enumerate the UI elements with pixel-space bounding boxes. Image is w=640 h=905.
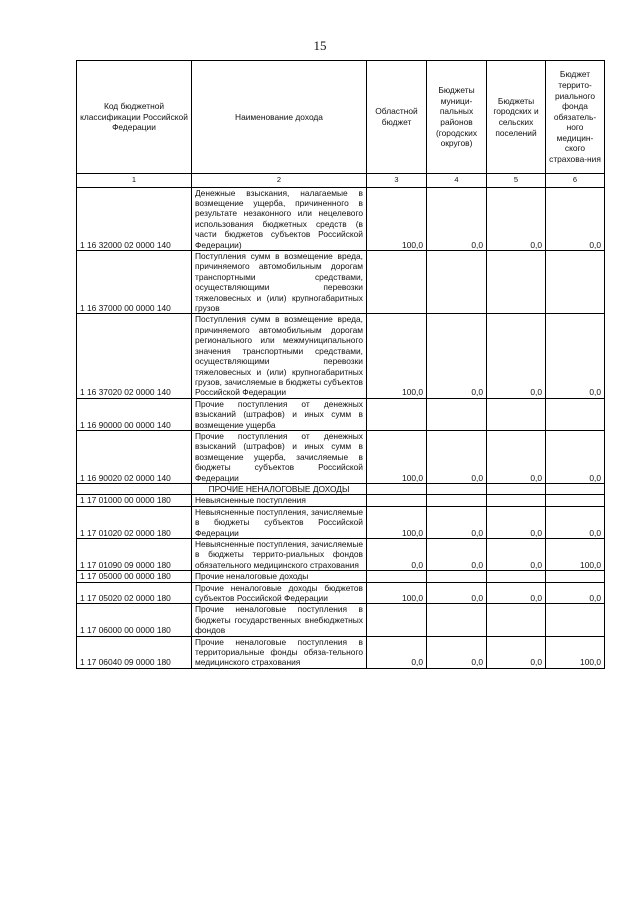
municipal-budget-value: 0,0: [427, 636, 487, 668]
settlement-budget-value: 0,0: [487, 539, 546, 571]
regional-budget-value: [367, 495, 427, 506]
regional-budget-value: 100,0: [367, 187, 427, 250]
municipal-budget-value: 0,0: [427, 582, 487, 604]
classification-code: 1 17 06040 09 0000 180: [77, 636, 192, 668]
page-number: 15: [313, 38, 327, 53]
classification-code: 1 17 05000 00 0000 180: [77, 571, 192, 582]
regional-budget-value: [367, 398, 427, 430]
settlement-budget-value: 0,0: [487, 636, 546, 668]
regional-budget-value: 100,0: [367, 430, 427, 483]
regional-budget-value: 0,0: [367, 636, 427, 668]
table-row: [77, 506, 605, 538]
classification-code: 1 16 90020 02 0000 140: [77, 430, 192, 483]
medical-fund-value: 100,0: [546, 636, 605, 668]
municipal-budget-value: 0,0: [427, 314, 487, 398]
classification-code: 1 16 32000 02 0000 140: [77, 187, 192, 250]
table-row: [77, 398, 605, 430]
municipal-budget-value: [427, 604, 487, 636]
revenue-name: Денежные взыскания, налагаемые в возмещение ущерба, причиненного в результате незаконного или нецелевого использования бюджетных средств (в части бюджетов субъектов Российской Федерации): [192, 187, 367, 250]
medical-fund-value: 100,0: [546, 539, 605, 571]
medical-fund-value: 0,0: [546, 187, 605, 250]
classification-code: 1 16 37000 00 0000 140: [77, 251, 192, 314]
classification-code: 1 17 01020 02 0000 180: [77, 506, 192, 538]
municipal-budget-value: 0,0: [427, 430, 487, 483]
revenue-name: Невыясненные поступления: [192, 495, 367, 506]
section-row: [77, 483, 605, 494]
header-regional-budget: Областной бюджет: [367, 61, 427, 174]
classification-code: 1 17 01090 09 0000 180: [77, 539, 192, 571]
header-medical-insurance-fund: Бюджет террито-риального фонда обязатель-ного медицин-ского страхова-ния: [546, 61, 605, 174]
classification-code: 1 17 05020 02 0000 180: [77, 582, 192, 604]
column-number: 4: [427, 174, 487, 188]
settlement-budget-value: 0,0: [487, 430, 546, 483]
table-row: [77, 582, 605, 604]
municipal-budget-value: 0,0: [427, 187, 487, 250]
revenue-name: Прочие поступления от денежных взысканий (штрафов) и иных сумм в возмещение ущерба, зачисляемые в бюджеты субъектов Российской Федерации: [192, 430, 367, 483]
revenue-name: Поступления сумм в возмещение вреда, причиняемого автомобильным дорогам регионального или межмуниципального значения транспортными средствами, осуществляющими перевозки тяжеловесных и (или) крупногабаритных грузов, зачисляемые в бюджеты субъектов Российской Федерации: [192, 314, 367, 398]
revenue-name: Прочие неналоговые доходы: [192, 571, 367, 582]
revenue-name: Прочие неналоговые поступления в бюджеты государственных внебюджетных фондов: [192, 604, 367, 636]
medical-fund-value: [546, 483, 605, 494]
revenue-name: Невыясненные поступления, зачисляемые в бюджеты террито-риальных фондов обязательного медицинского страхования: [192, 539, 367, 571]
settlement-budget-value: [487, 251, 546, 314]
settlement-budget-value: 0,0: [487, 314, 546, 398]
revenue-name: Поступления сумм в возмещение вреда, причиняемого автомобильным дорогам транспортными средствами, осуществляющими перевозки тяжеловесных и (или) крупногабаритных грузов: [192, 251, 367, 314]
settlement-budget-value: [487, 571, 546, 582]
medical-fund-value: 0,0: [546, 506, 605, 538]
medical-fund-value: [546, 495, 605, 506]
municipal-budget-value: 0,0: [427, 539, 487, 571]
header-code: Код бюджетной классификации Российской Федерации: [77, 61, 192, 174]
regional-budget-value: 100,0: [367, 314, 427, 398]
classification-code: 1 16 90000 00 0000 140: [77, 398, 192, 430]
header-settlement-budgets: Бюджеты городских и сельских поселений: [487, 61, 546, 174]
revenue-name: Прочие неналоговые поступления в территориальные фонды обяза-тельного медицинского страхования: [192, 636, 367, 668]
settlement-budget-value: [487, 398, 546, 430]
municipal-budget-value: [427, 398, 487, 430]
header-revenue-name: Наименование дохода: [192, 61, 367, 174]
table-row: [77, 495, 605, 506]
regional-budget-value: 100,0: [367, 582, 427, 604]
table-row: [77, 539, 605, 571]
regional-budget-value: [367, 251, 427, 314]
table-row: [77, 430, 605, 483]
regional-budget-value: 0,0: [367, 539, 427, 571]
classification-code: 1 17 06000 00 0000 180: [77, 604, 192, 636]
medical-fund-value: [546, 604, 605, 636]
table-row: [77, 187, 605, 250]
table-row: [77, 604, 605, 636]
table-row: [77, 251, 605, 314]
column-number: 2: [192, 174, 367, 188]
municipal-budget-value: [427, 495, 487, 506]
medical-fund-value: [546, 571, 605, 582]
regional-budget-value: 100,0: [367, 506, 427, 538]
municipal-budget-value: [427, 483, 487, 494]
revenue-name: Прочие поступления от денежных взысканий (штрафов) и иных сумм в возмещение ущерба: [192, 398, 367, 430]
table-row: [77, 636, 605, 668]
regional-budget-value: [367, 604, 427, 636]
classification-code: 1 16 37020 02 0000 140: [77, 314, 192, 398]
settlement-budget-value: 0,0: [487, 506, 546, 538]
header-municipal-budgets: Бюджеты муници-пальных районов (городских округов): [427, 61, 487, 174]
column-number: 6: [546, 174, 605, 188]
municipal-budget-value: [427, 251, 487, 314]
revenue-name: Невыясненные поступления, зачисляемые в бюджеты субъектов Российской Федерации: [192, 506, 367, 538]
revenue-name: Прочие неналоговые доходы бюджетов субъектов Российской Федерации: [192, 582, 367, 604]
regional-budget-value: [367, 571, 427, 582]
column-number: 3: [367, 174, 427, 188]
medical-fund-value: 0,0: [546, 314, 605, 398]
settlement-budget-value: 0,0: [487, 187, 546, 250]
classification-code: [77, 483, 192, 494]
classification-code: 1 17 01000 00 0000 180: [77, 495, 192, 506]
municipal-budget-value: 0,0: [427, 506, 487, 538]
settlement-budget-value: [487, 495, 546, 506]
column-number: 5: [487, 174, 546, 188]
settlement-budget-value: [487, 604, 546, 636]
municipal-budget-value: [427, 571, 487, 582]
settlement-budget-value: 0,0: [487, 582, 546, 604]
medical-fund-value: 0,0: [546, 582, 605, 604]
medical-fund-value: [546, 251, 605, 314]
medical-fund-value: 0,0: [546, 430, 605, 483]
table-header-row: [77, 61, 605, 174]
regional-budget-value: [367, 483, 427, 494]
settlement-budget-value: [487, 483, 546, 494]
section-heading: ПРОЧИЕ НЕНАЛОГОВЫЕ ДОХОДЫ: [192, 483, 367, 494]
column-number-row: [77, 174, 605, 188]
medical-fund-value: [546, 398, 605, 430]
budget-revenue-table: [76, 60, 605, 669]
column-number: 1: [77, 174, 192, 188]
table-row: [77, 571, 605, 582]
table-row: [77, 314, 605, 398]
